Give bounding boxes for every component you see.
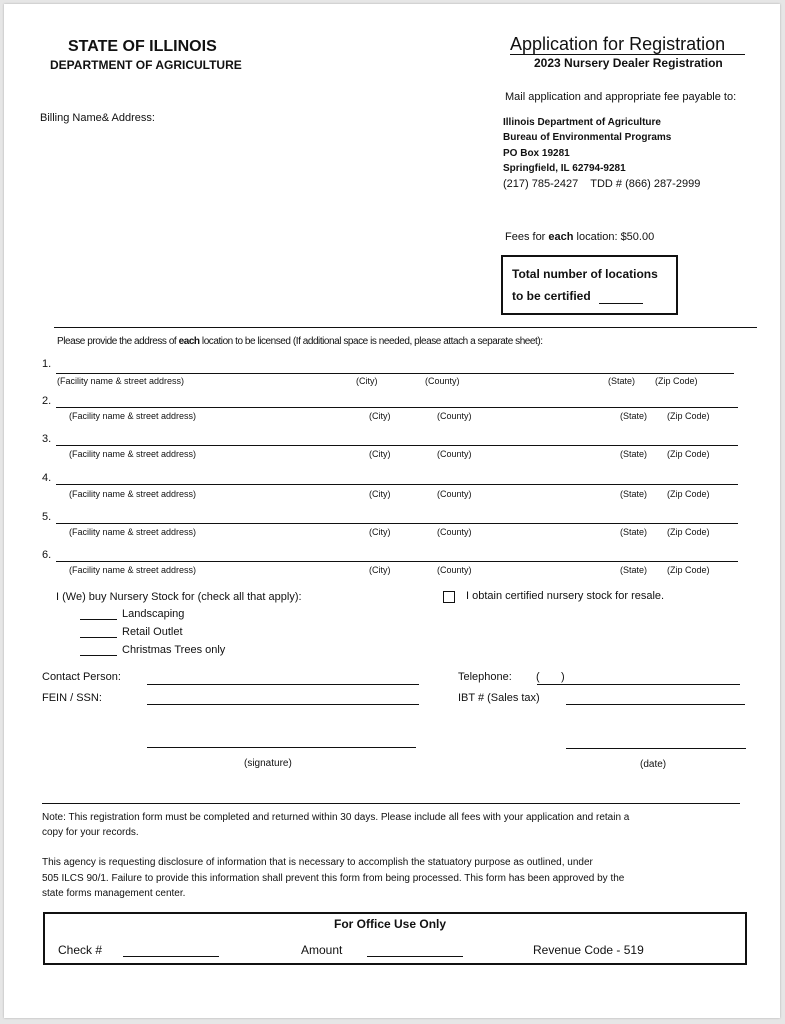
office-use-box (43, 912, 747, 965)
state-caption: (State) (620, 565, 648, 575)
zip-caption: (Zip Code) (667, 449, 710, 459)
option-retail-outlet: Retail Outlet (122, 626, 183, 638)
option-landscaping: Landscaping (122, 608, 185, 620)
state-caption: (State) (620, 411, 648, 421)
note-disclosure: This agency is requesting disclosure of information that is necessary to accomplish the statuatory purpose as outlined, under (42, 857, 593, 868)
revenue-code: Revenue Code - 519 (533, 943, 644, 957)
title-underline (510, 54, 745, 55)
resale-label: I obtain certified nursery stock for resale. (466, 590, 665, 602)
row-number: 5. (42, 511, 52, 523)
fees-text: Fees for each location: $50.00 (505, 231, 655, 243)
state-caption: (State) (620, 449, 648, 459)
stock-intro: I (We) buy Nursery Stock for (check all that apply): (56, 591, 302, 603)
city-caption: (City) (356, 376, 378, 386)
telephone-field[interactable] (537, 684, 740, 685)
mail-intro: Mail application and appropriate fee payable to: (505, 91, 737, 103)
zip-caption: (Zip Code) (667, 411, 710, 421)
zip-caption: (Zip Code) (667, 565, 710, 575)
office-use-title: For Office Use Only (334, 917, 447, 931)
zip-caption: (Zip Code) (667, 527, 710, 537)
check-number-label: Check # (58, 943, 103, 957)
city-caption: (City) (369, 527, 391, 537)
form-subtitle: 2023 Nursery Dealer Registration (534, 56, 723, 70)
facility-caption: (Facility name & street address) (69, 527, 197, 537)
location-address-field[interactable] (56, 373, 734, 374)
location-address-field[interactable] (56, 523, 738, 524)
fein-field[interactable] (147, 704, 419, 705)
state-caption: (State) (620, 489, 648, 499)
date-caption: (date) (640, 759, 667, 770)
mail-org: Illinois Department of Agriculture (503, 117, 661, 128)
contact-person-field[interactable] (147, 684, 419, 685)
locations-instruction: Please provide the address of each location to be licensed (If additional space is needed, please attach a separate sheet): (57, 336, 543, 347)
facility-caption: (Facility name & street address) (69, 565, 197, 575)
total-line2: to be certified (512, 289, 591, 303)
location-address-field[interactable] (56, 445, 738, 446)
ibt-label: IBT # (Sales tax) (458, 692, 540, 704)
resale-checkbox[interactable] (443, 591, 455, 603)
date-field[interactable] (566, 748, 746, 749)
mail-phone: (217) 785-2427 TDD # (866) 287-2999 (503, 178, 701, 190)
fein-label: FEIN / SSN: (42, 692, 102, 704)
landscaping-blank[interactable] (80, 619, 117, 620)
form-page (4, 4, 780, 1018)
location-address-field[interactable] (56, 561, 738, 562)
location-address-field[interactable] (56, 407, 738, 408)
retail-outlet-blank[interactable] (80, 637, 117, 638)
row-number: 6. (42, 549, 52, 561)
city-caption: (City) (369, 565, 391, 575)
telephone-label: Telephone: (458, 671, 512, 683)
signature-caption: (signature) (244, 758, 292, 769)
option-christmas-trees: Christmas Trees only (122, 644, 226, 656)
notes-divider (42, 803, 740, 804)
zip-caption: (Zip Code) (655, 376, 698, 386)
location-address-field[interactable] (56, 484, 738, 485)
contact-person-label: Contact Person: (42, 671, 121, 683)
mail-bureau: Bureau of Environmental Programs (503, 132, 672, 143)
city-caption: (City) (369, 411, 391, 421)
facility-caption: (Facility name & street address) (69, 449, 197, 459)
county-caption: (County) (437, 411, 472, 421)
phone-area-code: ( ) (536, 671, 565, 683)
christmas-trees-blank[interactable] (80, 655, 117, 656)
amount-field[interactable] (367, 956, 463, 957)
billing-label: Billing Name& Address: (40, 112, 155, 124)
row-number: 1. (42, 358, 52, 370)
county-caption: (County) (437, 527, 472, 537)
signature-field[interactable] (147, 747, 416, 748)
facility-caption: (Facility name & street address) (69, 411, 197, 421)
county-caption: (County) (425, 376, 460, 386)
mail-city: Springfield, IL 62794-9281 (503, 163, 626, 174)
state-heading: STATE OF ILLINOIS (68, 38, 217, 55)
note-disclosure-cont: 505 ILCS 90/1. Failure to provide this information shall prevent this form from being processed. This form has been approved by the (42, 873, 625, 884)
row-number: 2. (42, 395, 52, 407)
facility-caption: (Facility name & street address) (57, 376, 185, 386)
county-caption: (County) (437, 449, 472, 459)
county-caption: (County) (437, 489, 472, 499)
form-title: Application for Registration (510, 34, 726, 54)
ibt-field[interactable] (566, 704, 745, 705)
check-number-field[interactable] (123, 956, 219, 957)
city-caption: (City) (369, 449, 391, 459)
state-caption: (State) (620, 527, 648, 537)
zip-caption: (Zip Code) (667, 489, 710, 499)
state-caption: (State) (608, 376, 636, 386)
mail-po-box: PO Box 19281 (503, 148, 570, 159)
row-number: 4. (42, 472, 52, 484)
note-completion-cont: copy for your records. (42, 827, 139, 838)
county-caption: (County) (437, 565, 472, 575)
total-line1: Total number of locations (512, 267, 658, 281)
city-caption: (City) (369, 489, 391, 499)
total-count-field[interactable] (599, 303, 643, 304)
note-disclosure-end: state forms management center. (42, 888, 186, 899)
row-number: 3. (42, 433, 52, 445)
section-divider (54, 327, 757, 328)
note-completion: Note: This registration form must be completed and returned within 30 days. Please include all fees with your application and retain a (42, 812, 630, 823)
facility-caption: (Facility name & street address) (69, 489, 197, 499)
department-heading: DEPARTMENT OF AGRICULTURE (50, 58, 242, 72)
total-locations-box (501, 255, 678, 315)
amount-label: Amount (301, 943, 343, 957)
